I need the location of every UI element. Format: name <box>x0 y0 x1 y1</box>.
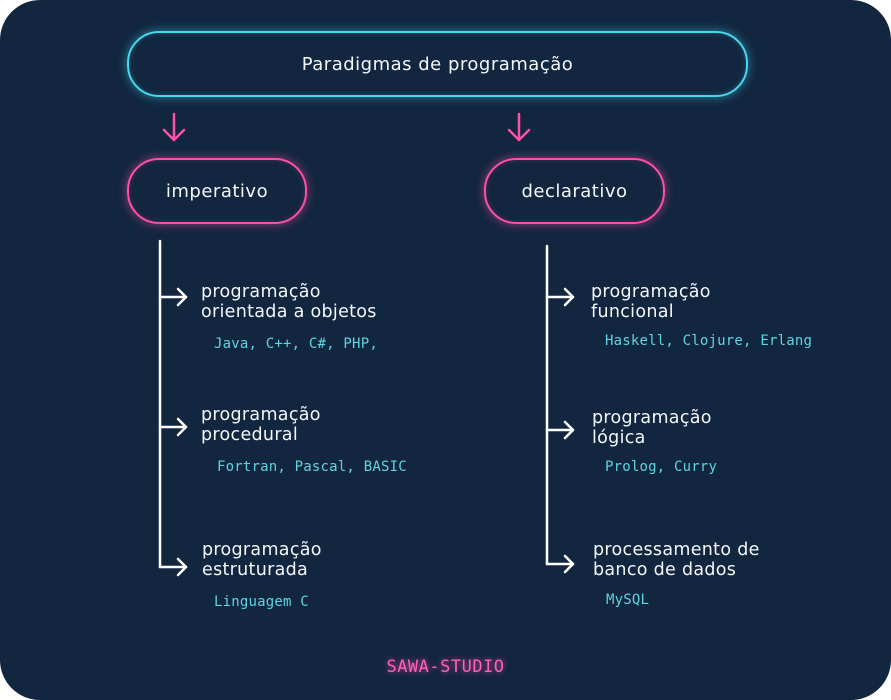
item-procedural <box>201 405 321 445</box>
item-title-line2: funcional <box>591 302 674 322</box>
item-languages: Prolog, Curry <box>605 459 718 475</box>
item-title-line2: banco de dados <box>593 560 737 580</box>
item-languages: Haskell, Clojure, Erlang <box>605 333 813 349</box>
item-title-line1: programação <box>591 282 711 302</box>
item-estruturada <box>202 540 322 580</box>
item-languages: MySQL <box>606 592 650 608</box>
item-languages: Fortran, Pascal, BASIC <box>217 459 407 475</box>
item-banco-de-dados <box>593 540 760 580</box>
item-title-line2: estruturada <box>202 560 309 580</box>
item-title-line1: programação <box>592 408 712 428</box>
footer-brand: SAWA-STUDIO <box>386 657 505 677</box>
item-title-line2: procedural <box>201 425 298 445</box>
item-funcional <box>591 282 711 322</box>
item-title-line2: orientada a objetos <box>201 302 377 322</box>
item-title-line1: programação <box>201 405 321 425</box>
item-languages: Linguagem C <box>214 594 309 610</box>
item-title-line1: processamento de <box>593 540 760 560</box>
item-title-line1: programação <box>202 540 322 560</box>
branch-node-label: imperativo <box>165 180 269 202</box>
item-languages: Java, C++, C#, PHP, <box>214 336 378 352</box>
item-logica <box>592 408 712 448</box>
item-title-line1: programação <box>201 282 321 302</box>
item-title-line2: lógica <box>592 428 646 448</box>
item-orientada-a-objetos <box>201 282 377 322</box>
branch-node-label: declarativo <box>521 180 628 202</box>
root-node-label: Paradigmas de programação <box>301 53 574 75</box>
